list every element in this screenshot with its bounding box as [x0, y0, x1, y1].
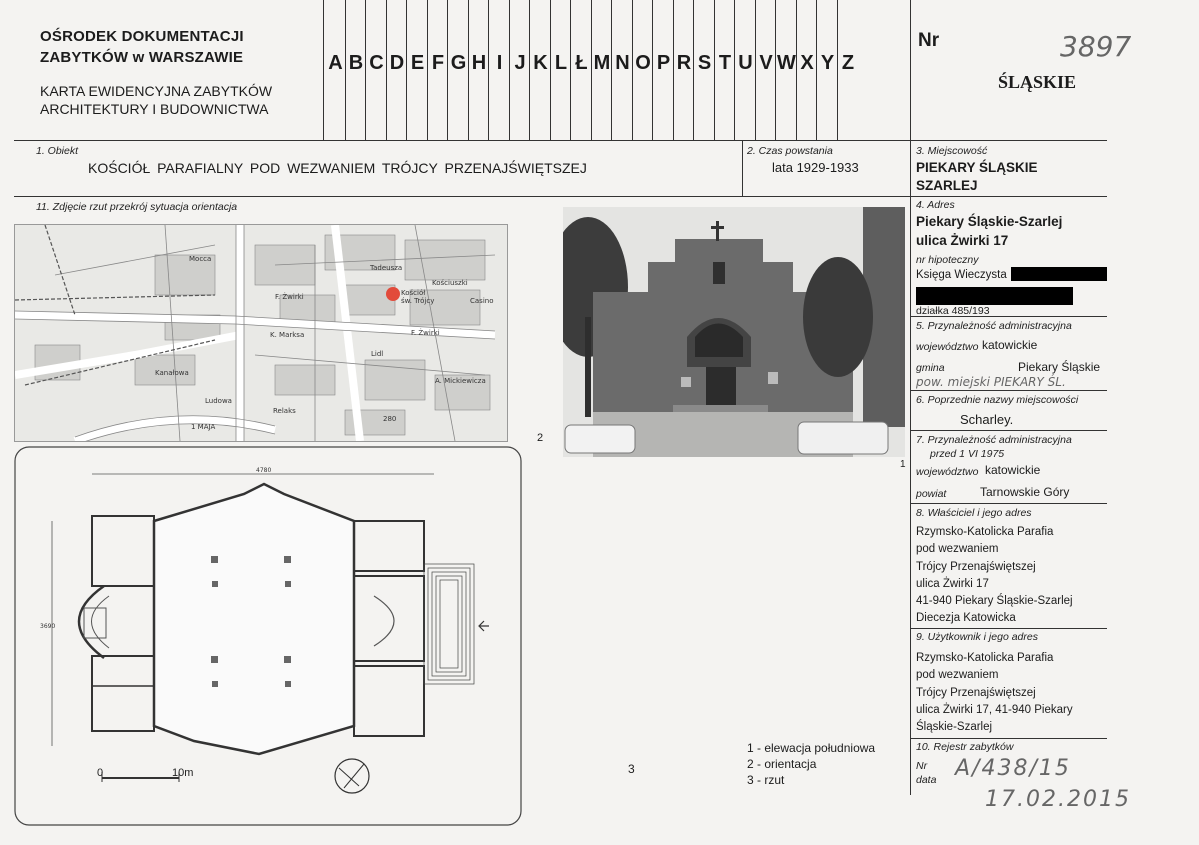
rejestr-label: 10. Rejestr zabytków [916, 741, 1014, 753]
zdjecie-label: 11. Zdjęcie rzut przekrój sytuacja orientacja [36, 201, 238, 213]
church-facade-drawing [563, 207, 905, 457]
location-map [14, 224, 508, 442]
adres-label: 4. Adres [916, 199, 955, 211]
row1-bottom-line [14, 196, 910, 197]
card-line-2: ARCHITEKTURY I BUDOWNICTWA [40, 101, 269, 117]
dim-height: 3690 [40, 623, 56, 630]
index-separator [427, 0, 428, 140]
svg-text:Casino: Casino [470, 297, 494, 305]
index-separator [447, 0, 448, 140]
rejestr-nr-value: A/438/15 [955, 756, 1071, 781]
uzytkownik-label: 9. Użytkownik i jego adres [916, 631, 1038, 643]
uzytkownik-line: Trójcy Przenajświętszej [916, 686, 1036, 699]
figure-1-label: 1 [900, 459, 906, 470]
alphabet-index [324, 0, 910, 140]
przynaleznosc-label: 5. Przynależność administracyjna [916, 320, 1072, 332]
right-column-divider [910, 0, 911, 795]
rc-sep-7 [910, 503, 1107, 504]
index-letter: A [328, 52, 343, 74]
index-separator [816, 0, 817, 140]
wlasciciel-label: 8. Właściciel i jego adres [916, 507, 1032, 519]
uzytkownik-line: Śląskie-Szarlej [916, 721, 993, 734]
poprzednie-nazwy-label: 6. Poprzednie nazwy miejscowości [916, 394, 1079, 406]
index-separator [693, 0, 694, 140]
index-separator [673, 0, 674, 140]
entrance-arrow-icon [479, 621, 489, 631]
rejestr-nr-label: Nr [916, 760, 928, 772]
svg-text:280: 280 [383, 415, 397, 423]
rc-sep-8 [910, 628, 1107, 629]
index-letter: E [410, 52, 425, 74]
svg-text:Ludowa: Ludowa [205, 397, 232, 405]
wojewodztwo-1975-value: katowickie [985, 463, 1041, 477]
index-letter: R [676, 52, 692, 74]
index-letter: W [777, 52, 796, 74]
figures-legend [747, 740, 875, 788]
miejscowosc-value-1: PIEKARY ŚLĄSKIE [916, 160, 1038, 175]
gmina-label: gmina [916, 362, 945, 374]
rc-sep-3 [910, 196, 1107, 197]
scale-ten: 10m [172, 767, 194, 779]
nr-value: 3897 [1060, 30, 1132, 63]
uzytkownik-line: ulica Żwirki 17, 41-940 Piekary [916, 703, 1073, 716]
org-line-1: OŚRODEK DOKUMENTACJI [40, 28, 244, 45]
org-title [40, 26, 244, 68]
powiat-label: powiat [916, 488, 947, 500]
dzialka-value: działka 485/193 [916, 305, 990, 317]
header-bottom-line [14, 140, 1107, 141]
uzytkownik-line: Rzymsko-Katolicka Parafia [916, 652, 1054, 664]
index-letter: N [615, 52, 630, 74]
index-separator [775, 0, 776, 140]
index-letter: L [554, 52, 568, 74]
index-letter: K [533, 52, 548, 74]
svg-text:F. Żwirki: F. Żwirki [275, 293, 304, 301]
przed-1975-label: przed 1 VI 1975 [930, 448, 1005, 460]
index-letter: Z [841, 52, 855, 74]
svg-text:św. Trójcy: św. Trójcy [401, 297, 435, 305]
czas-label: 2. Czas powstania [747, 145, 833, 157]
index-letter: D [389, 52, 405, 74]
index-letter: B [348, 52, 364, 74]
powiat-value: Tarnowskie Góry [980, 485, 1070, 499]
index-separator [796, 0, 797, 140]
wlasciciel-line: Trójcy Przenajświętszej [916, 560, 1036, 573]
svg-text:K. Marksa: K. Marksa [270, 331, 305, 339]
svg-text:Kościuszki: Kościuszki [432, 279, 468, 287]
index-separator [755, 0, 756, 140]
uzytkownik-line: pod wezwaniem [916, 669, 999, 682]
wlasciciel-address [916, 524, 1073, 628]
scale-zero: 0 [97, 767, 104, 779]
church-photo [563, 207, 905, 457]
ksiega-label: Księga Wieczysta [916, 269, 1007, 281]
gmina-value: Piekary Śląskie [1018, 360, 1101, 374]
index-separator [652, 0, 653, 140]
svg-text:Kościół: Kościół [401, 289, 426, 297]
index-letter: V [759, 52, 773, 74]
rc-sep-9 [910, 738, 1107, 739]
uzytkownik-address [916, 650, 1073, 736]
index-separator [714, 0, 715, 140]
svg-text:Kanałowa: Kanałowa [155, 369, 189, 377]
index-separator [611, 0, 612, 140]
index-letter: X [800, 52, 814, 74]
index-separator [365, 0, 366, 140]
index-separator [591, 0, 592, 140]
svg-text:Mocca: Mocca [189, 255, 212, 263]
rejestr-data-label: data [916, 774, 937, 786]
index-letter: O [635, 52, 651, 74]
svg-text:Relaks: Relaks [273, 407, 296, 415]
wlasciciel-line: ulica Żwirki 17 [916, 577, 989, 590]
index-separator [509, 0, 510, 140]
svg-text:A. Mickiewicza: A. Mickiewicza [435, 377, 486, 385]
miejscowosc-label: 3. Miejscowość [916, 145, 988, 157]
czas-value: lata 1929-1933 [772, 160, 859, 175]
index-separator [468, 0, 469, 140]
legend-item-2: 2 - orientacja [747, 757, 817, 771]
wlasciciel-line: Diecezja Katowicka [916, 612, 1016, 625]
index-letter: Y [820, 52, 835, 74]
wlasciciel-line: Rzymsko-Katolicka Parafia [916, 526, 1054, 538]
index-letter: C [369, 52, 384, 74]
figure-3-label: 3 [628, 762, 635, 776]
index-separator [837, 0, 838, 140]
powiat-handwritten: pow. miejski PIEKARY ŚL. [916, 375, 1066, 389]
index-letter: P [656, 52, 671, 74]
wojewodztwo-1975-label: województwo [916, 466, 979, 478]
index-separator [570, 0, 571, 140]
wojewodztwo-value: katowickie [982, 338, 1038, 352]
card-line-1: KARTA EWIDENCYJNA ZABYTKÓW [40, 83, 273, 99]
obiekt-label: 1. Obiekt [36, 145, 79, 157]
svg-text:1 MAJA: 1 MAJA [191, 423, 216, 431]
floor-plan [14, 446, 522, 826]
map-drawing [15, 225, 507, 441]
card-title [40, 82, 272, 118]
wojewodztwo-label: województwo [916, 341, 979, 353]
index-separator [345, 0, 346, 140]
adres-value-2: ulica Żwirki 17 [916, 233, 1009, 248]
redaction-bar-2 [916, 287, 1073, 305]
obiekt-value: KOŚCIÓŁ PARAFIALNY POD WEZWANIEM TRÓJCY PRZENAJŚWIĘTSZEJ [88, 160, 587, 176]
svg-text:Tadeusza: Tadeusza [370, 264, 403, 272]
adres-value-1: Piekary Śląskie-Szarlej [916, 214, 1063, 229]
index-separator [550, 0, 551, 140]
index-letter: M [593, 52, 611, 74]
index-separator [406, 0, 407, 140]
miejscowosc-value-2: SZARLEJ [916, 178, 978, 193]
legend-item-3: 3 - rzut [747, 773, 785, 787]
index-letter: T [718, 52, 732, 74]
index-separator [488, 0, 489, 140]
index-letter: U [738, 52, 753, 74]
region: ŚLĄSKIE [998, 72, 1077, 92]
czas-divider [742, 140, 743, 196]
wlasciciel-line: pod wezwaniem [916, 543, 999, 556]
index-letter: Ł [575, 52, 588, 74]
poprzednie-nazwy-value: Scharley. [960, 412, 1014, 427]
index-letter: H [471, 52, 487, 74]
index-separator [386, 0, 387, 140]
index-separator [632, 0, 633, 140]
rejestr-data-value: 17.02.2015 [985, 787, 1131, 812]
index-letter: J [514, 52, 526, 74]
church-marker-icon [386, 287, 400, 301]
hipoteczny-label: nr hipoteczny [916, 254, 979, 266]
svg-text:F. Żwirki: F. Żwirki [411, 329, 440, 337]
index-letter: G [450, 52, 467, 74]
rc-sep-5 [910, 390, 1107, 391]
svg-text:Lidl: Lidl [371, 350, 384, 358]
figure-2-label: 2 [537, 432, 544, 444]
rc-sep-6 [910, 430, 1107, 431]
wlasciciel-line: 41-940 Piekary Śląskie-Szarlej [916, 595, 1073, 608]
redaction-bar-1 [1011, 267, 1107, 281]
index-separator [529, 0, 530, 140]
index-letter: F [431, 52, 445, 74]
org-line-2: ZABYTKÓW w WARSZAWIE [40, 49, 244, 66]
index-letter: S [697, 52, 712, 74]
floor-plan-drawing [14, 446, 522, 826]
index-letter: I [496, 52, 503, 74]
legend-item-1: 1 - elewacja południowa [747, 741, 876, 755]
nr-label: Nr [918, 30, 940, 51]
przynaleznosc-1975-label: 7. Przynależność administracyjna [916, 434, 1072, 446]
dim-width: 4780 [256, 467, 272, 474]
index-separator [734, 0, 735, 140]
